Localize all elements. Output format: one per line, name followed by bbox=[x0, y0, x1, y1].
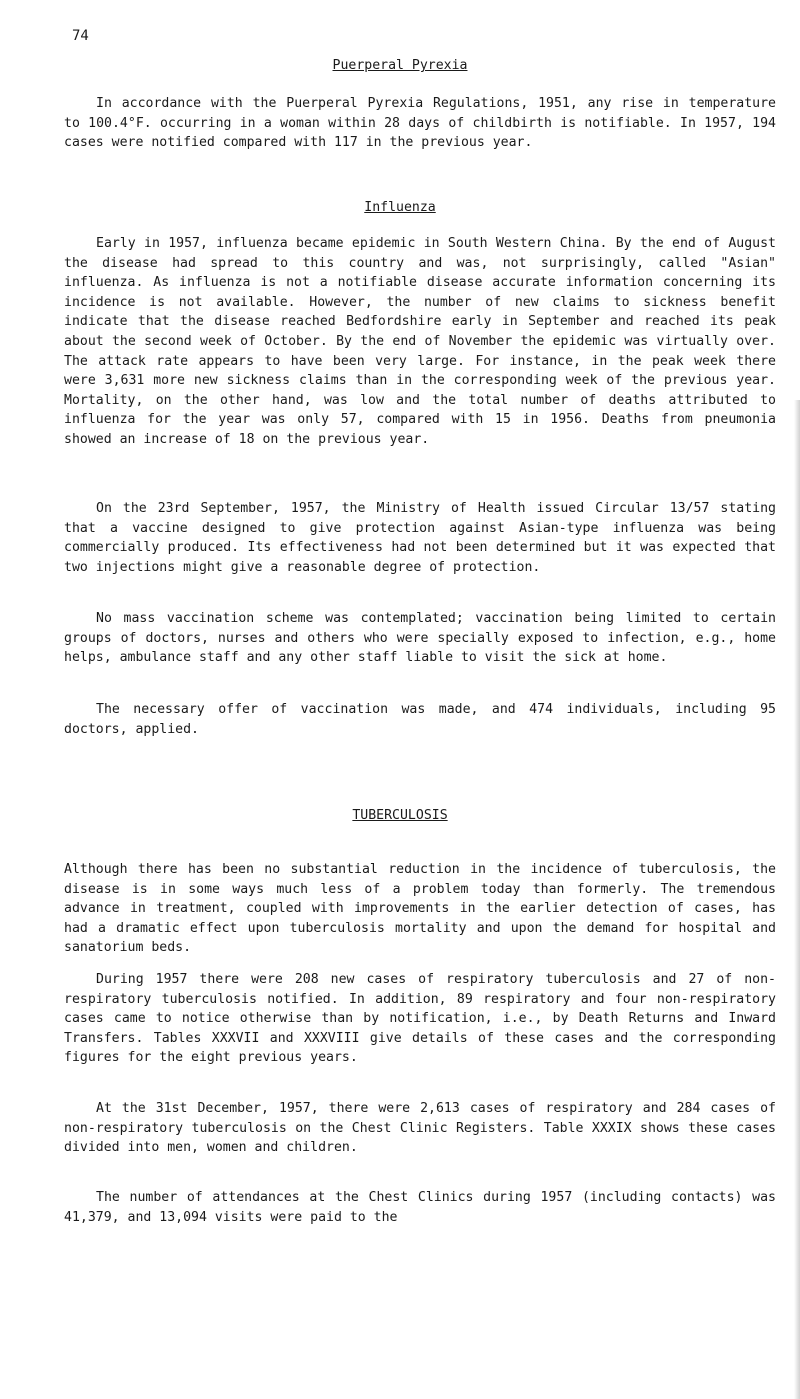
paragraph-influenza-3: No mass vaccination scheme was contemplated; vaccination being limited to certain groups of doctors, nurses and others who were specially exposed to infection, e.g., home helps, ambulance staff and any other staff liable to visit the sick at home. bbox=[64, 611, 776, 666]
paragraph-influenza-2: On the 23rd September, 1957, the Ministry of Health issued Circular 13/57 stating that a vaccine designed to give protection against Asian-type influenza was being commercially produced. Its effectiveness had not been determined but it was expected that two injections might give a reasonable degree of protection. bbox=[64, 501, 776, 575]
section-heading-puerperal-pyrexia: Puerperal Pyrexia bbox=[332, 58, 468, 73]
paragraph-tuberculosis-4: The number of attendances at the Chest Clinics during 1957 (including contacts) was 41,379, and 13,094 visits were paid to the bbox=[64, 1190, 776, 1225]
section-heading-influenza: Influenza bbox=[364, 200, 436, 215]
section-heading-tuberculosis: TUBERCULOSIS bbox=[352, 808, 448, 823]
paragraph-influenza-4: The necessary offer of vaccination was made, and 474 individuals, including 95 doctors, applied. bbox=[64, 702, 776, 737]
page-edge-shadow bbox=[794, 400, 800, 1399]
page-number: 74 bbox=[72, 28, 89, 44]
paragraph-puerperal-1: In accordance with the Puerperal Pyrexia Regulations, 1951, any rise in temperature to 100.4°F. occurring in a woman within 28 days of childbirth is notifiable. In 1957, 194 cases were notified compared with 117 in the previous year. bbox=[64, 96, 776, 151]
paragraph-tuberculosis-2: During 1957 there were 208 new cases of respiratory tuberculosis and 27 of non-respiratory tuberculosis notified. In addition, 89 respiratory and four non-respiratory cases came to notice otherwise than by notification, i.e., by Death Returns and Inward Transfers. Tables XXXVII and XXXVIII give details of these cases and the corresponding figures for the eight previous years. bbox=[64, 972, 776, 1066]
paragraph-influenza-1: Early in 1957, influenza became epidemic in South Western China. By the end of August the disease had spread to this country and was, not surprisingly, called "Asian" influenza. As influenza is not a notifiable disease accurate information concerning its incidence is not available. However, the number of new claims to sickness benefit indicate that the disease reached Bedfordshire early in September and reached its peak about the second week of October. By the end of November the epidemic was virtually over. The attack rate appears to have been very large. For instance, in the peak week there were 3,631 more new sickness claims than in the corresponding week of the previous year. Mortality, on the other hand, was low and the total number of deaths attributed to influenza for the year was only 57, compared with 15 in 1956. Deaths from pneumonia showed an increase of 18 on the previous year. bbox=[64, 236, 776, 447]
paragraph-tuberculosis-3: At the 31st December, 1957, there were 2,613 cases of respiratory and 284 cases of non-respiratory tuberculosis on the Chest Clinic Registers. Table XXXIX shows these cases divided into men, women and children. bbox=[64, 1101, 776, 1156]
paragraph-tuberculosis-1: Although there has been no substantial reduction in the incidence of tuberculosis, the disease is in some ways much less of a problem today than formerly. The tremendous advance in treatment, coupled with improvements in the earlier detection of cases, has had a dramatic effect upon tuberculosis mortality and upon the demand for hospital and sanatorium beds. bbox=[64, 862, 776, 956]
